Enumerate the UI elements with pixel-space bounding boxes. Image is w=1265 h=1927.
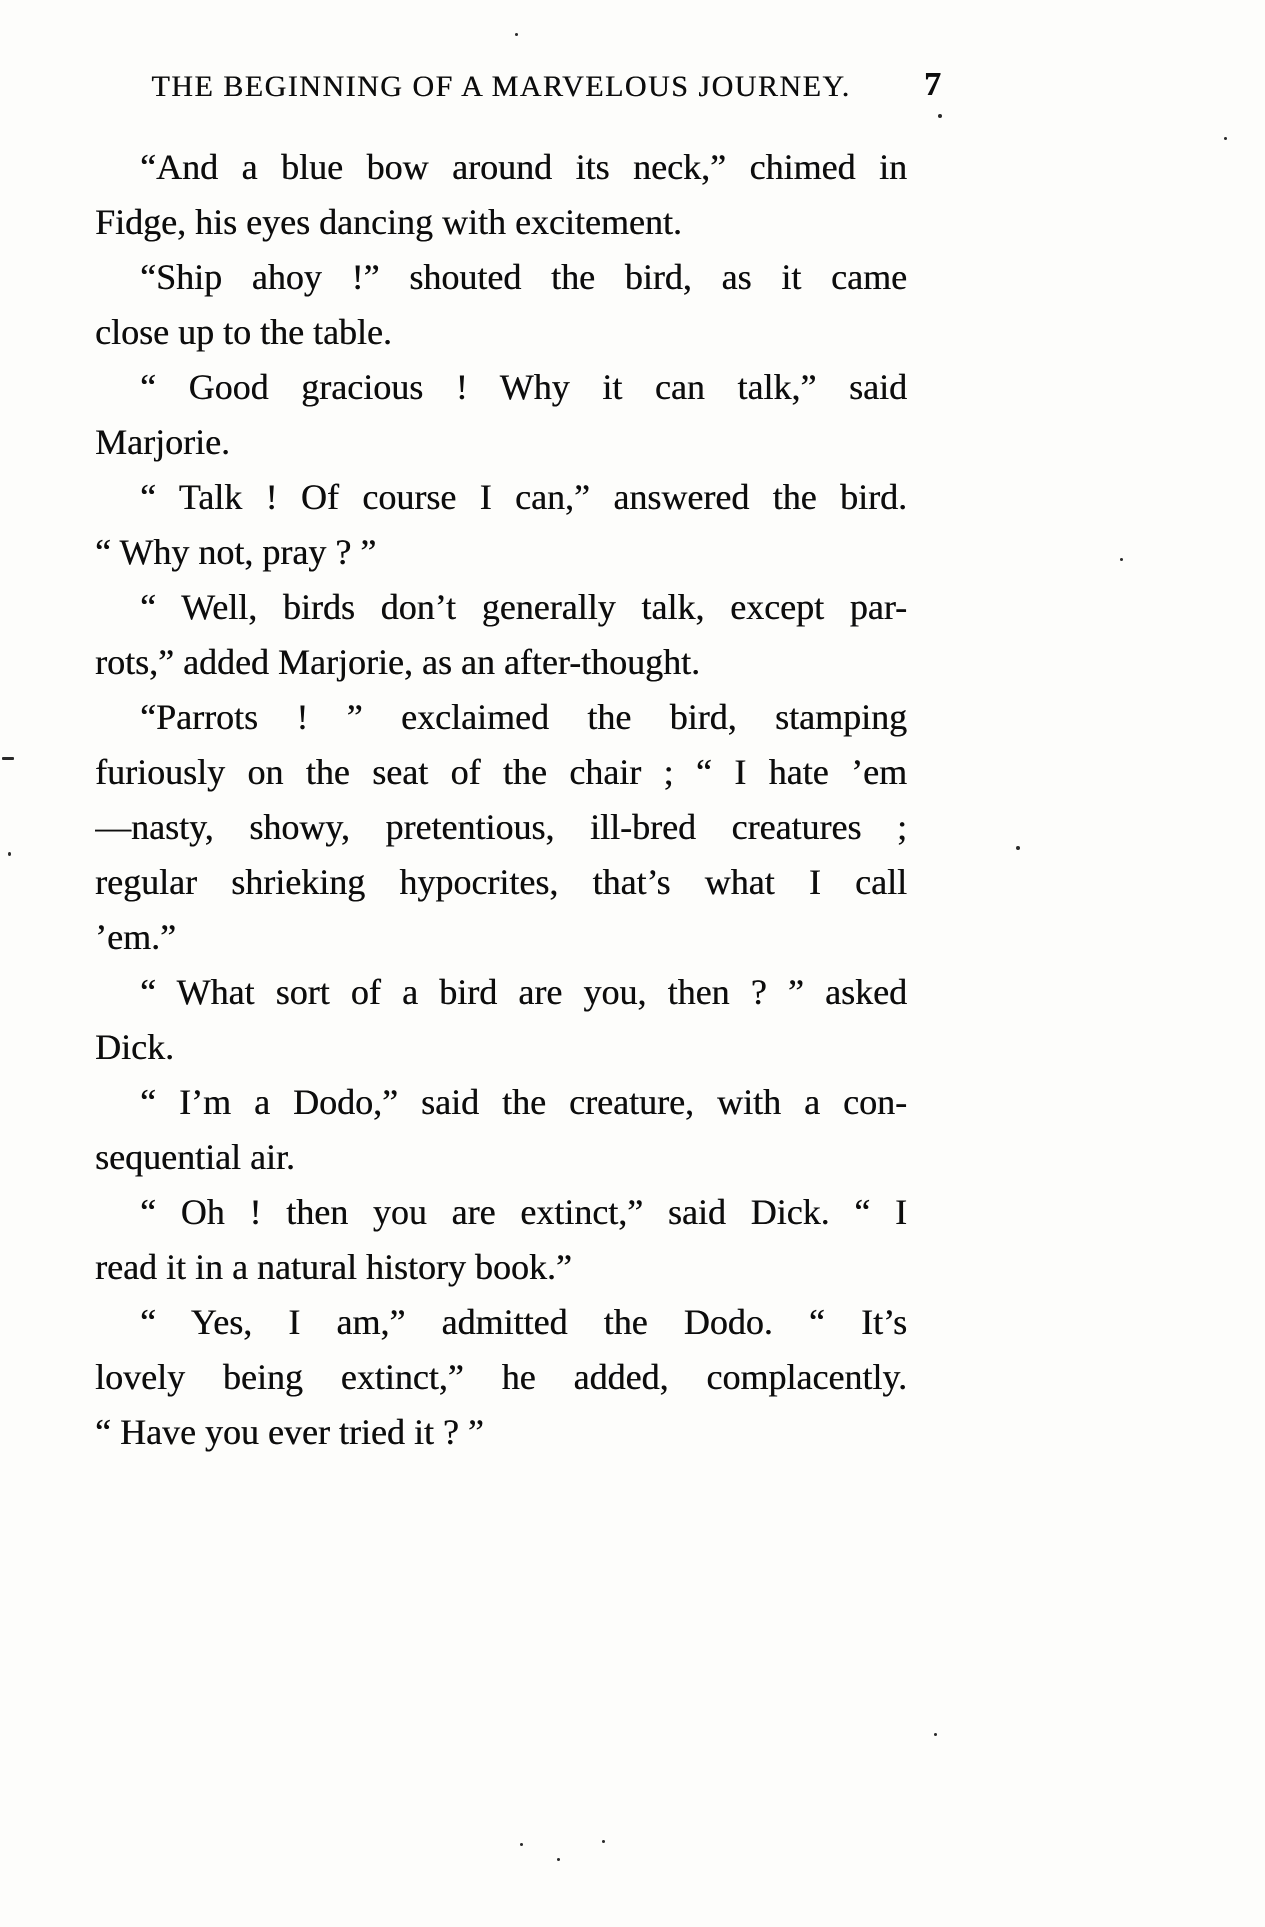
text-line: “ Oh ! then you are extinct,” said Dick. “ I [140,1192,907,1232]
scan-speck [602,1840,605,1843]
text-line: —nasty, showy, pretentious, ill-bred creatures ; [95,807,907,847]
text-line: “ Well, birds don’t generally talk, except par- [140,587,907,627]
text-line: ’em.” [95,917,176,957]
text-line: Fidge, his eyes dancing with excitement. [95,202,682,242]
text-line: furiously on the seat of the chair ; “ I hate ’em [95,752,907,792]
text-line: lovely being extinct,” he added, complacently. [95,1357,907,1397]
text-line: regular shrieking hypocrites, that’s what I call [95,862,907,902]
scan-speck [1224,137,1227,140]
page-number: 7 [924,66,941,103]
text-line: rots,” added Marjorie, as an after-thought. [95,642,701,682]
scan-speck [934,1733,937,1736]
running-head-title: THE BEGINNING OF A MARVELOUS JOURNEY. [151,70,851,103]
text-line: sequential air. [95,1137,295,1177]
scan-speck [8,852,11,856]
scan-speck [938,114,942,118]
text-line: “ Talk ! Of course I can,” answered the bird. [140,477,907,517]
text-line: Marjorie. [95,422,230,462]
text-line: “And a blue bow around its neck,” chimed in [140,147,907,187]
scan-speck [520,1843,523,1846]
scan-speck [515,33,518,36]
text-line: read it in a natural history book.” [95,1247,572,1287]
text-line: “Parrots ! ” exclaimed the bird, stamping [140,697,907,737]
page-body [95,140,907,1460]
scan-speck [1120,558,1123,561]
text-line: “ Good gracious ! Why it can talk,” said [140,367,907,407]
text-line: “Ship ahoy !” shouted the bird, as it came [140,257,907,297]
text-line: “ Why not, pray ? ” [95,532,377,572]
text-line: “ Have you ever tried it ? ” [95,1412,484,1452]
scan-speck [557,1858,560,1861]
page-header [95,66,941,104]
scan-speck [1016,846,1020,850]
text-line: Dick. [95,1027,174,1067]
text-line: “ Yes, I am,” admitted the Dodo. “ It’s [140,1302,907,1342]
text-line: “ I’m a Dodo,” said the creature, with a con- [140,1082,907,1122]
scan-speck [2,757,14,760]
text-line: “ What sort of a bird are you, then ? ” asked [140,972,907,1012]
text-line: close up to the table. [95,312,392,352]
